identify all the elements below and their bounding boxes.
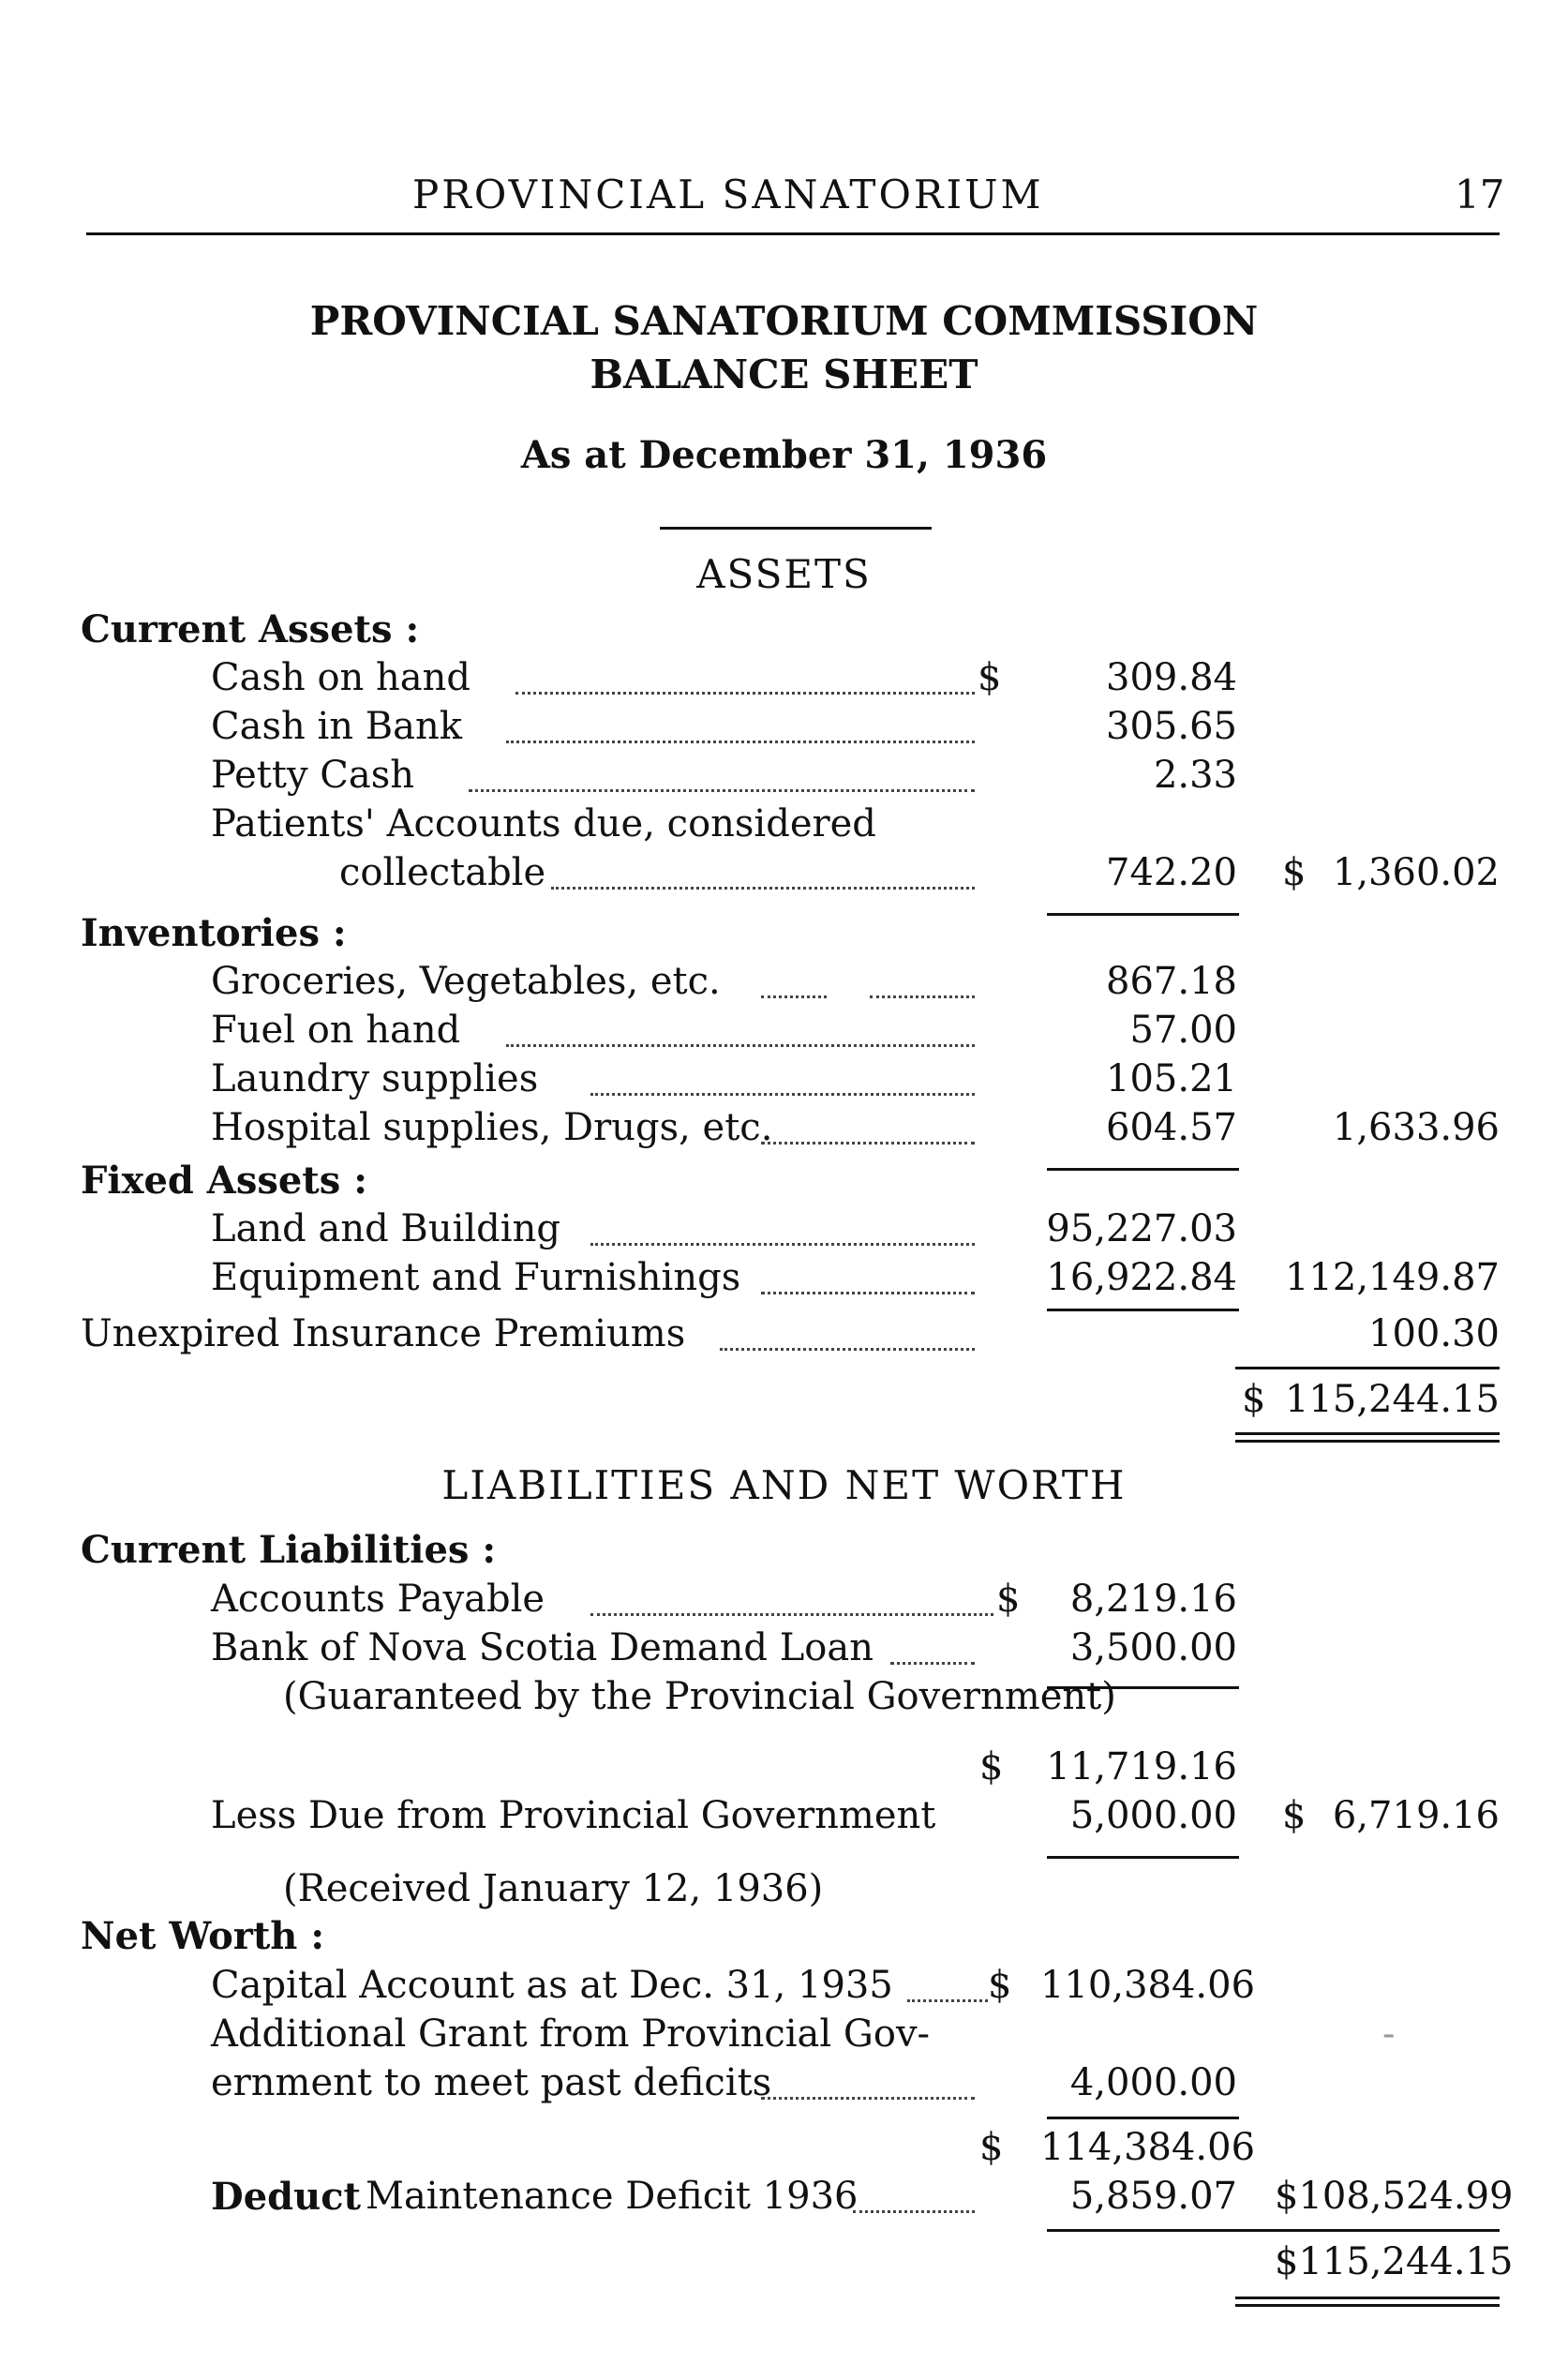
subtotal-rule bbox=[1047, 1168, 1239, 1171]
dollar-sign: $ bbox=[1282, 1794, 1307, 1837]
document-title: PROVINCIAL SANATORIUM COMMISSION bbox=[309, 298, 1259, 344]
item-label: Fuel on hand bbox=[211, 1009, 461, 1052]
subtotal-rule bbox=[1047, 1856, 1239, 1859]
double-rule bbox=[1235, 1432, 1500, 1435]
item-label: Land and Building bbox=[211, 1207, 560, 1250]
section-total: 1,633.96 bbox=[1332, 1106, 1500, 1149]
dollar-sign: $ bbox=[988, 1964, 1012, 2007]
item-amount: 309.84 bbox=[1106, 656, 1237, 699]
page-number: 17 bbox=[1455, 172, 1505, 217]
item-label: Unexpired Insurance Premiums bbox=[81, 1312, 686, 1355]
section-total: 100.30 bbox=[1368, 1312, 1500, 1355]
dot-leader bbox=[761, 1142, 975, 1145]
dot-leader bbox=[761, 1292, 975, 1294]
dollar-sign: $ bbox=[996, 1578, 1021, 1621]
item-label: Accounts Payable bbox=[211, 1578, 545, 1621]
guarantee-note: (Guaranteed by the Provincial Government) bbox=[283, 1675, 1116, 1718]
dot-leader bbox=[853, 2210, 975, 2213]
dot-leader bbox=[515, 692, 975, 695]
received-note: (Received January 12, 1936) bbox=[283, 1867, 824, 1910]
item-label: Capital Account as at Dec. 31, 1935 bbox=[211, 1964, 893, 2007]
deduct-keyword: Deduct bbox=[211, 2175, 362, 2219]
subtotal-rule bbox=[1047, 913, 1239, 916]
dot-leader bbox=[720, 1348, 975, 1351]
item-label: Groceries, Vegetables, etc. bbox=[211, 960, 721, 1003]
item-amount: 114,384.06 bbox=[1040, 2126, 1256, 2169]
net-worth-label: Net Worth : bbox=[81, 1914, 325, 1958]
liabilities-grand-total: $115,244.15 bbox=[1275, 2240, 1514, 2283]
dot-leader bbox=[551, 887, 975, 890]
item-amount: 110,384.06 bbox=[1040, 1964, 1256, 2007]
dollar-sign: $ bbox=[978, 656, 1002, 699]
title-rule bbox=[660, 527, 932, 530]
dot-leader bbox=[590, 1243, 975, 1246]
subtotal-rule bbox=[1047, 1309, 1239, 1311]
item-amount: 8,219.16 bbox=[1069, 1578, 1237, 1621]
item-amount: 16,922.84 bbox=[1046, 1256, 1237, 1299]
item-amount: 742.20 bbox=[1106, 851, 1237, 894]
dot-leader bbox=[761, 995, 827, 998]
item-amount: 2.33 bbox=[1153, 754, 1237, 797]
assets-grand-total: 115,244.15 bbox=[1284, 1378, 1500, 1421]
dollar-sign: $ bbox=[979, 1745, 1004, 1788]
date-line: As at December 31, 1936 bbox=[520, 433, 1048, 477]
current-liabilities-label: Current Liabilities : bbox=[81, 1528, 497, 1572]
double-rule bbox=[1235, 1440, 1500, 1443]
item-amount: 5,859.07 bbox=[1069, 2175, 1237, 2218]
item-amount: 3,500.00 bbox=[1069, 1626, 1237, 1669]
item-label: Bank of Nova Scotia Demand Loan bbox=[211, 1626, 874, 1669]
subtotal-rule bbox=[1047, 2117, 1239, 2119]
item-label: Less Due from Provincial Government bbox=[211, 1794, 936, 1837]
item-label: Patients' Accounts due, considered bbox=[211, 802, 876, 845]
dollar-sign: $ bbox=[979, 2126, 1004, 2169]
dot-leader bbox=[761, 2097, 975, 2100]
item-amount: 4,000.00 bbox=[1069, 2061, 1237, 2104]
stray-mark: - bbox=[1382, 2012, 1396, 2056]
running-title: PROVINCIAL SANATORIUM bbox=[412, 172, 1044, 217]
dollar-sign: $ bbox=[1282, 851, 1307, 894]
item-label: Maintenance Deficit 1936 bbox=[366, 2175, 859, 2218]
dot-leader bbox=[506, 741, 975, 743]
item-label: Cash on hand bbox=[211, 656, 470, 699]
item-label: Additional Grant from Provincial Gov- bbox=[211, 2012, 931, 2056]
assets-heading: ASSETS bbox=[696, 551, 872, 597]
item-amount: 305.65 bbox=[1106, 705, 1237, 748]
dot-leader bbox=[590, 1613, 993, 1616]
total-rule bbox=[1235, 1367, 1500, 1369]
dot-leader bbox=[870, 995, 975, 998]
dot-leader bbox=[590, 1093, 975, 1096]
item-amount: 95,227.03 bbox=[1046, 1207, 1237, 1250]
document-subtitle: BALANCE SHEET bbox=[590, 352, 978, 397]
item-amount: 11,719.16 bbox=[1046, 1745, 1237, 1788]
item-label: ernment to meet past deficits bbox=[211, 2061, 772, 2104]
dot-leader bbox=[469, 789, 975, 792]
item-amount: 604.57 bbox=[1106, 1106, 1237, 1149]
dot-leader bbox=[907, 1999, 988, 2002]
section-total: 112,149.87 bbox=[1284, 1256, 1500, 1299]
item-amount: 105.21 bbox=[1106, 1057, 1237, 1100]
inventories-label: Inventories : bbox=[81, 911, 347, 955]
total-rule bbox=[1235, 2229, 1500, 2232]
item-label: Laundry supplies bbox=[211, 1057, 539, 1100]
item-amount: 57.00 bbox=[1129, 1009, 1237, 1052]
current-assets-label: Current Assets : bbox=[81, 607, 420, 651]
item-label: Cash in Bank bbox=[211, 705, 462, 748]
section-total: 1,360.02 bbox=[1332, 851, 1500, 894]
dot-leader bbox=[890, 1662, 975, 1665]
double-rule bbox=[1235, 2304, 1500, 2307]
liabilities-heading: LIABILITIES AND NET WORTH bbox=[441, 1462, 1127, 1508]
fixed-assets-label: Fixed Assets : bbox=[81, 1159, 367, 1203]
item-amount: 867.18 bbox=[1106, 960, 1237, 1003]
item-label: Hospital supplies, Drugs, etc. bbox=[211, 1106, 773, 1149]
double-rule bbox=[1235, 2297, 1500, 2299]
item-label: Equipment and Furnishings bbox=[211, 1256, 741, 1299]
dot-leader bbox=[506, 1044, 975, 1047]
section-total: $108,524.99 bbox=[1275, 2175, 1514, 2218]
item-amount: 5,000.00 bbox=[1069, 1794, 1237, 1837]
dollar-sign: $ bbox=[1242, 1378, 1266, 1421]
item-label: Petty Cash bbox=[211, 754, 414, 797]
item-label: collectable bbox=[339, 851, 546, 894]
section-total: 6,719.16 bbox=[1332, 1794, 1500, 1837]
subtotal-rule bbox=[1047, 2229, 1239, 2232]
